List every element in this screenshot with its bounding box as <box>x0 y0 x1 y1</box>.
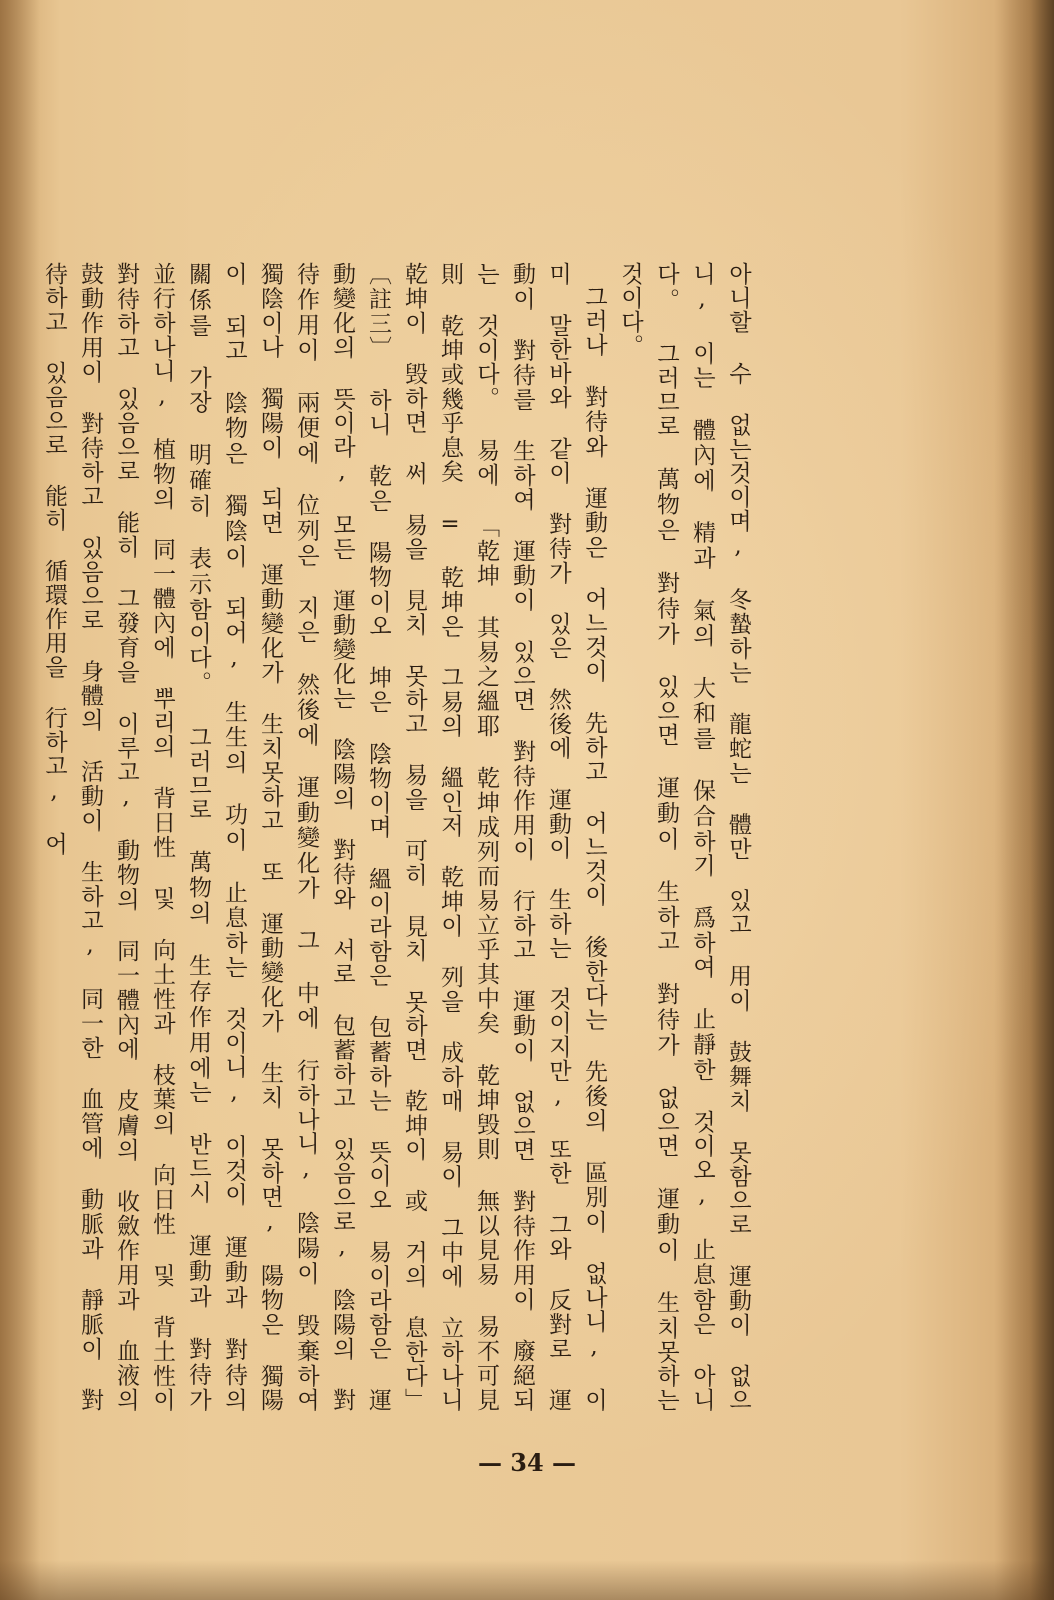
paragraph-2: 그러나 對待와 運動은 어느것이 先하고 어느것이 後한다는 先後의 區別이 없나니, 이미 말한바와 같이 對待가 있은 然後에 運動이 生하는 것이지만, 또한 그와 反對로 運動이 對待를 生하여 運動이 있으면 對待作用이 行하고 運動이 없으면 對待作用이 廢絕되는 것이다。 易에 「乾坤 其易之縕耶 乾坤成列而易立乎其中矣 乾坤毁則 無以見易 易不可見則 乾坤或幾乎息矣 = 乾坤은 그易의 縕인저 乾坤이 列을 成하매 易이 그中에 立하나니 乾坤이 毁하면 써 易을 見치 못하고 易을 可히 見치 못하면 乾坤이 或 거의 息한다」 〔註三〕 하니 乾은 陽物이오 坤은 陰物이며 縕이라함은 包蓄하는 뜻이오 易이라함은 運動變化의 뜻이라, 모든 運動變化는 陰陽의 對待와 서로 包蓄하고 있음으로, 陰陽의 對待作用이 兩便에 位列은 지은 然後에 運動變化가 그 中에 行하나니, 陰陽이 毁棄하여 獨陰이나 獨陽이 되면 運動變化가 生치못하고 또 運動變化가 生치 못하면, 陽物은 獨陽이 되고 陰物은 獨陰이 되어, 生生의 功이 止息하는 것이니, 이것이 運動과 對待의 關係를 가장 明確히 表示함이다。 그러므로 萬物의 生存作用에는 반드시 運動과 對待가 並行하나니, 植物의 同一體內에 뿌리의 背日性 및 向土性과 枝葉의 向日性 및 背土性이 對待하고 있음으로 能히 그發育을 이루고, 動物의 同一體內에 皮膚의 收斂作用과 血液의 鼓動作用이 對待하고 있음으로 身體의 活動이 生하고, 同一한 血管에 動脈과 靜脈이 對待하고 있음으로 能히 循環作用을 行하고, 어 <box>41 262 607 1413</box>
page-edge-right <box>994 0 1054 1600</box>
page-number: — 34 — <box>477 1448 577 1477</box>
page-edge-bottom <box>0 1560 1054 1600</box>
spine-shadow <box>0 0 40 1600</box>
paragraph-1: 아니할 수 없는것이며, 冬蟄하는 龍蛇는 體만 있고 用이 鼓舞치 못함으로 運動이 없으니, 이는 體內에 精과 氣의 大和를 保合하기 爲하여 止靜한 것이오, 止息함은 아니다。 그러므로 萬物은 對待가 있으면 運動이 生하고 對待가 없으면 運動이 生치못하는 것이다。 <box>617 262 751 1413</box>
vertical-text-body <box>41 262 756 1413</box>
